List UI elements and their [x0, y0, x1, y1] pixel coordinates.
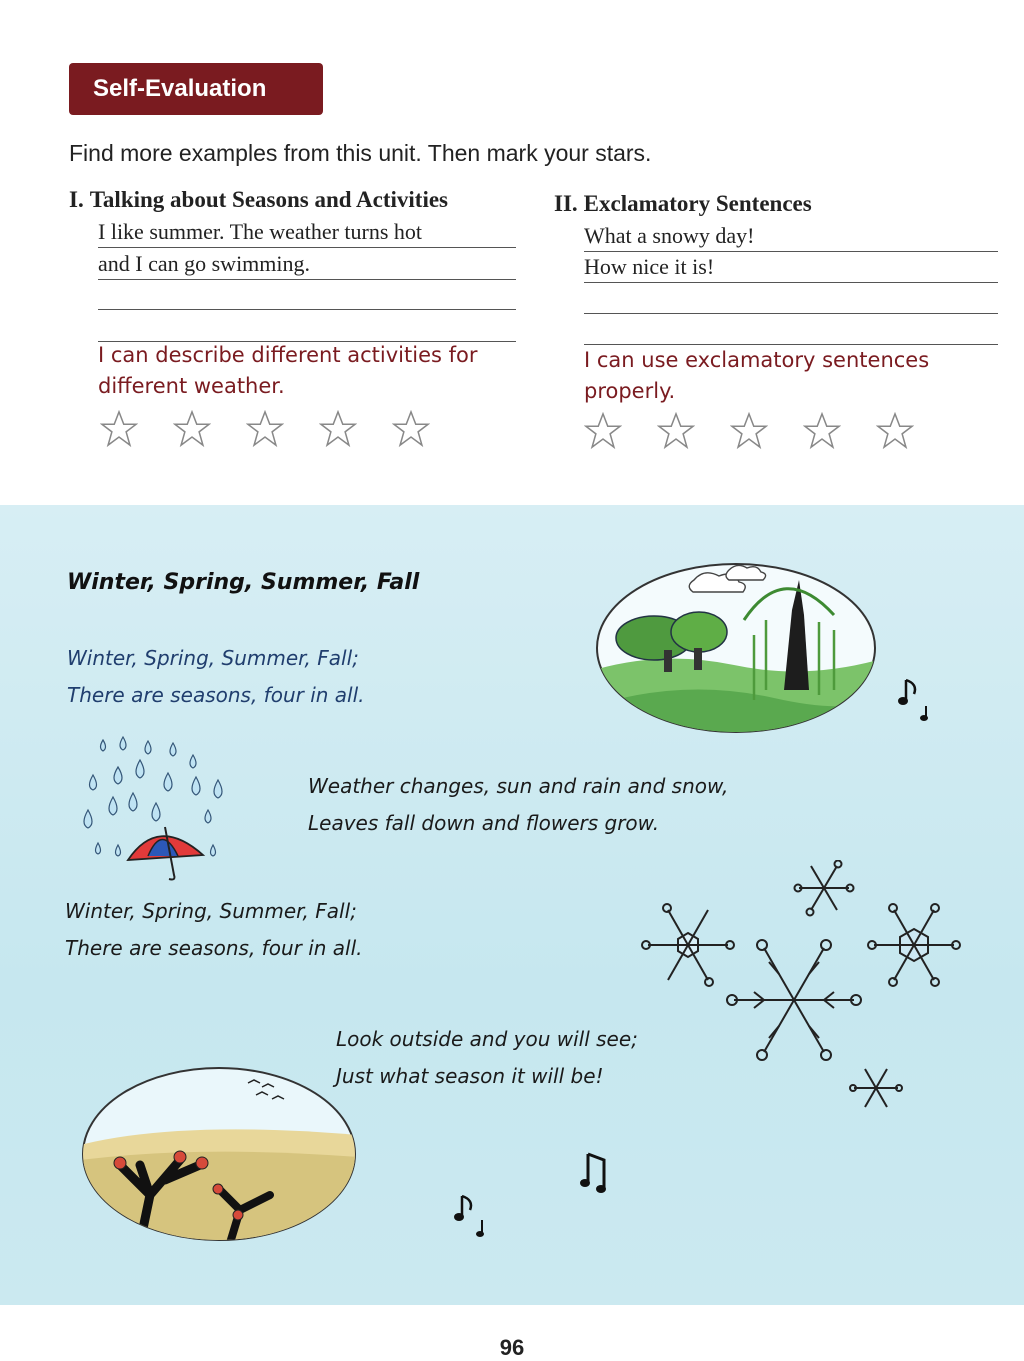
star-outline-icon[interactable] — [319, 410, 357, 448]
star-outline-icon[interactable] — [584, 412, 622, 450]
section-1-can-do-line-1: I can describe different activities for — [98, 343, 478, 367]
section-2-title: Exclamatory Sentences — [583, 191, 812, 216]
section-2-line-2[interactable]: How nice it is! — [584, 254, 998, 283]
star-outline-icon[interactable] — [876, 412, 914, 450]
section-1-can-do-line-2: different weather. — [98, 374, 285, 398]
star-outline-icon[interactable] — [730, 412, 768, 450]
section-1-star-rating — [100, 410, 465, 448]
section-1-number: I. — [69, 187, 84, 212]
section-2-number: II. — [554, 191, 578, 216]
star-outline-icon[interactable] — [173, 410, 211, 448]
section-1-heading — [69, 187, 448, 213]
instruction-text: Find more examples from this unit. Then mark your stars. — [69, 140, 652, 166]
section-2-heading — [554, 191, 812, 217]
star-outline-icon[interactable] — [803, 412, 841, 450]
section-1-line-2[interactable]: and I can go swimming. — [98, 251, 516, 280]
section-2-can-do-line-1: I can use exclamatory sentences — [584, 348, 930, 372]
section-2-line-4[interactable] — [584, 316, 998, 345]
section-1-can-do — [98, 340, 478, 402]
spring-scene-icon — [594, 560, 878, 736]
section-1-title: Talking about Seasons and Activities — [89, 187, 449, 212]
self-evaluation-badge: Self-Evaluation — [69, 63, 323, 115]
verse-1-line-2: There are seasons, four in all. — [67, 683, 365, 707]
music-note-icon — [452, 1190, 492, 1238]
section-2-line-3[interactable] — [584, 285, 998, 314]
verse-2 — [308, 768, 728, 842]
star-outline-icon[interactable] — [392, 410, 430, 448]
verse-2-line-1: Weather changes, sun and rain and snow, — [308, 774, 729, 798]
section-2-line-1[interactable]: What a snowy day! — [584, 223, 998, 252]
verse-1 — [67, 640, 365, 714]
section-2-star-rating — [584, 412, 949, 450]
verse-2-line-2: Leaves fall down and flowers grow. — [308, 811, 660, 835]
song-title: Winter, Spring, Summer, Fall — [67, 570, 420, 595]
section-1-line-3[interactable] — [98, 281, 516, 310]
music-note-icon — [580, 1148, 620, 1194]
autumn-scene-icon — [80, 1065, 358, 1243]
section-1-line-4[interactable] — [98, 313, 516, 342]
snowflake-icon — [636, 860, 986, 1120]
verse-3-line-2: There are seasons, four in all. — [65, 936, 363, 960]
page-number: 96 — [499, 1335, 525, 1360]
rain-umbrella-icon — [78, 735, 248, 885]
verse-4-line-2: Just what season it will be! — [336, 1064, 604, 1088]
section-2-can-do — [584, 345, 929, 407]
verse-4 — [336, 1021, 638, 1095]
star-outline-icon[interactable] — [657, 412, 695, 450]
music-note-icon — [898, 672, 938, 722]
star-outline-icon[interactable] — [100, 410, 138, 448]
section-2-can-do-line-2: properly. — [584, 379, 676, 403]
verse-4-line-1: Look outside and you will see; — [336, 1027, 638, 1051]
section-1-line-1[interactable]: I like summer. The weather turns hot — [98, 219, 516, 248]
verse-3 — [65, 893, 363, 967]
verse-3-line-1: Winter, Spring, Summer, Fall; — [65, 899, 357, 923]
star-outline-icon[interactable] — [246, 410, 284, 448]
verse-1-line-1: Winter, Spring, Summer, Fall; — [67, 646, 359, 670]
